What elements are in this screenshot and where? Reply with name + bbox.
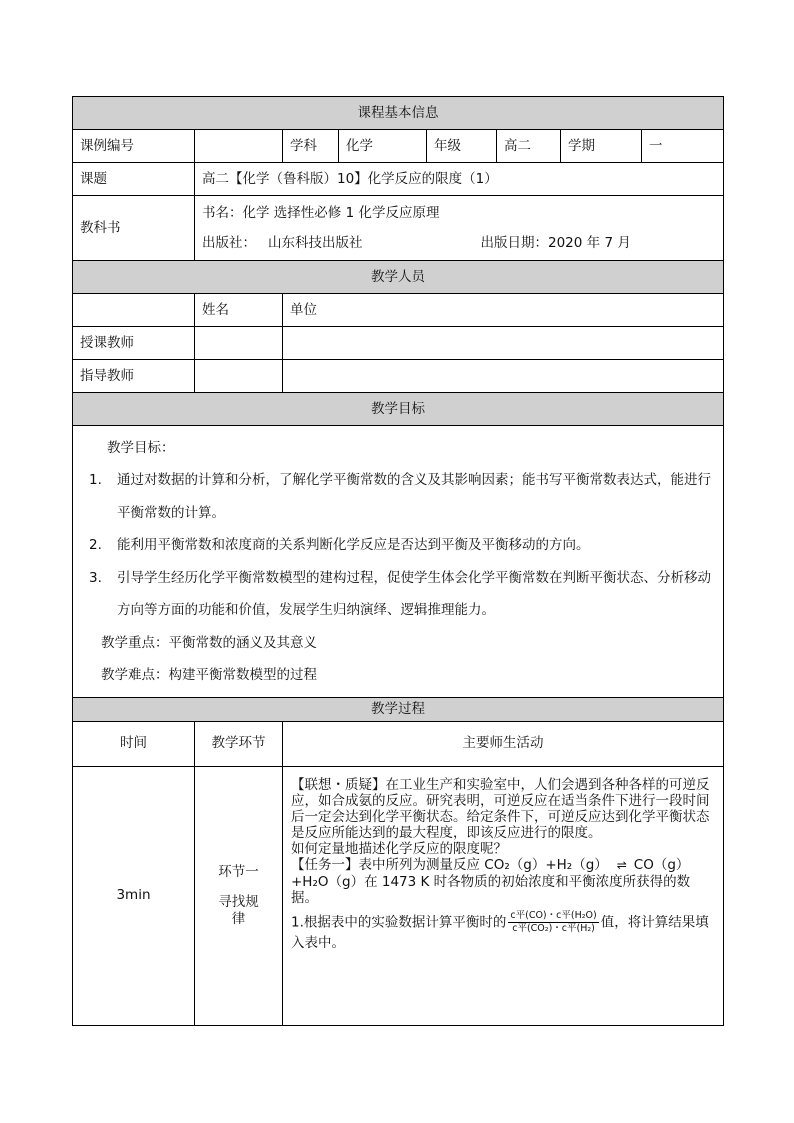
staff-role-advisor: 指导教师 xyxy=(73,360,195,393)
publisher-label: 出版社： xyxy=(202,234,256,251)
process-activity xyxy=(283,766,724,1025)
value-topic: 高二【化学（鲁科版）10】化学反应的限度（1） xyxy=(195,163,724,196)
staff-name-advisor xyxy=(195,360,283,393)
difficult-point: 教学难点：构建平衡常数模型的过程 xyxy=(101,666,317,683)
publisher-value: 山东科技出版社 xyxy=(268,234,363,251)
staff-header-name: 姓名 xyxy=(195,294,283,327)
staff-header-unit: 单位 xyxy=(283,294,724,327)
staff-unit-teacher xyxy=(283,327,724,360)
section-course-info: 课程基本信息 xyxy=(73,97,724,130)
staff-name-teacher xyxy=(195,327,283,360)
label-term: 学期 xyxy=(561,130,642,163)
stage-line1: 环节一 xyxy=(218,864,259,881)
process-header-stage: 教学环节 xyxy=(195,721,283,766)
equilibrium-ratio-fraction: $\frac{\text{c平(CO)・c平(H₂O)}}{\text{c平(CO₂)・c平(H₂)}}$ xyxy=(510,910,597,934)
pub-date-value: 2020 年 7 月 xyxy=(548,234,631,251)
process-stage xyxy=(195,766,283,1025)
goal-item: 2. 能利用平衡常数和浓度商的关系判断化学反应是否达到平衡及平衡移动的方向。 xyxy=(89,537,590,553)
stage-line2: 寻找规律 xyxy=(218,894,259,927)
label-grade: 年级 xyxy=(427,130,497,163)
book-publisher-line xyxy=(202,228,723,258)
book-name: 书名：化学 选择性必修 1 化学反应原理 xyxy=(202,204,440,221)
goals-list xyxy=(79,464,717,627)
goal-item: 3. 引导学生经历化学平衡常数模型的建构过程，促使学生体会化学平衡常数在判断平衡状态、分析移动方向等方面的功能和价值，发展学生归纳演绎、逻辑推理能力。 xyxy=(89,569,711,618)
section-process: 教学过程 xyxy=(73,697,724,721)
value-grade: 高二 xyxy=(497,130,561,163)
task-step-1: 1.根据表中的实验数据计算平衡时的 $\frac{\text{c平(CO)・c平(H₂O)}}{\text{c平(CO₂)・c平(H₂)}}$ 值，将计算结果填入表中。 xyxy=(291,910,709,951)
process-header-activity: 主要师生活动 xyxy=(283,721,724,766)
label-case-no: 课例编号 xyxy=(73,130,195,163)
process-header-time: 时间 xyxy=(73,721,195,766)
pub-date-label: 出版日期： xyxy=(480,234,548,251)
label-topic: 课题 xyxy=(73,163,195,196)
section-staff: 教学人员 xyxy=(73,261,724,294)
activity-question: 如何定量地描述化学反应的限度呢？ xyxy=(291,841,507,858)
value-textbook xyxy=(195,196,724,261)
value-term: 一 xyxy=(642,130,724,163)
goals-intro: 教学目标： xyxy=(107,440,175,456)
equilibrium-arrow-icon: ⇌ xyxy=(616,858,625,873)
goal-item: 1. 通过对数据的计算和分析，了解化学平衡常数的含义及其影响因素；能书写平衡常数表达式，能进行平衡常数的计算。 xyxy=(89,472,711,521)
section-goals: 教学目标 xyxy=(73,393,724,426)
staff-unit-advisor xyxy=(283,360,724,393)
key-point: 教学重点：平衡常数的涵义及其意义 xyxy=(101,634,317,651)
staff-role-teacher: 授课教师 xyxy=(73,327,195,360)
activity-paragraph: 【联想・质疑】在工业生产和实验室中，人们会遇到各种各样的可逆反应，如合成氨的反应。研究表明，可逆反应在适当条件下进行一段时间后一定会达到化学平衡状态。给定条件下，可逆反应达到化学平衡状态是反应所能达到的最大程度，即该反应进行的限度。 xyxy=(291,776,710,842)
label-textbook: 教科书 xyxy=(73,196,195,261)
lesson-plan-table xyxy=(72,96,724,1026)
value-subject: 化学 xyxy=(339,130,427,163)
task-one: 【任务一】表中所列为测量反应 CO₂（g）+H₂（g） ⇌ CO（g）+H₂O（g）在 1473 K 时各物质的初始浓度和平衡浓度所获得的数据。 xyxy=(291,857,691,906)
staff-header-empty xyxy=(73,294,195,327)
goals-content xyxy=(73,426,724,698)
process-time: 3min xyxy=(73,766,195,1025)
label-subject: 学科 xyxy=(283,130,339,163)
value-case-no xyxy=(195,130,283,163)
